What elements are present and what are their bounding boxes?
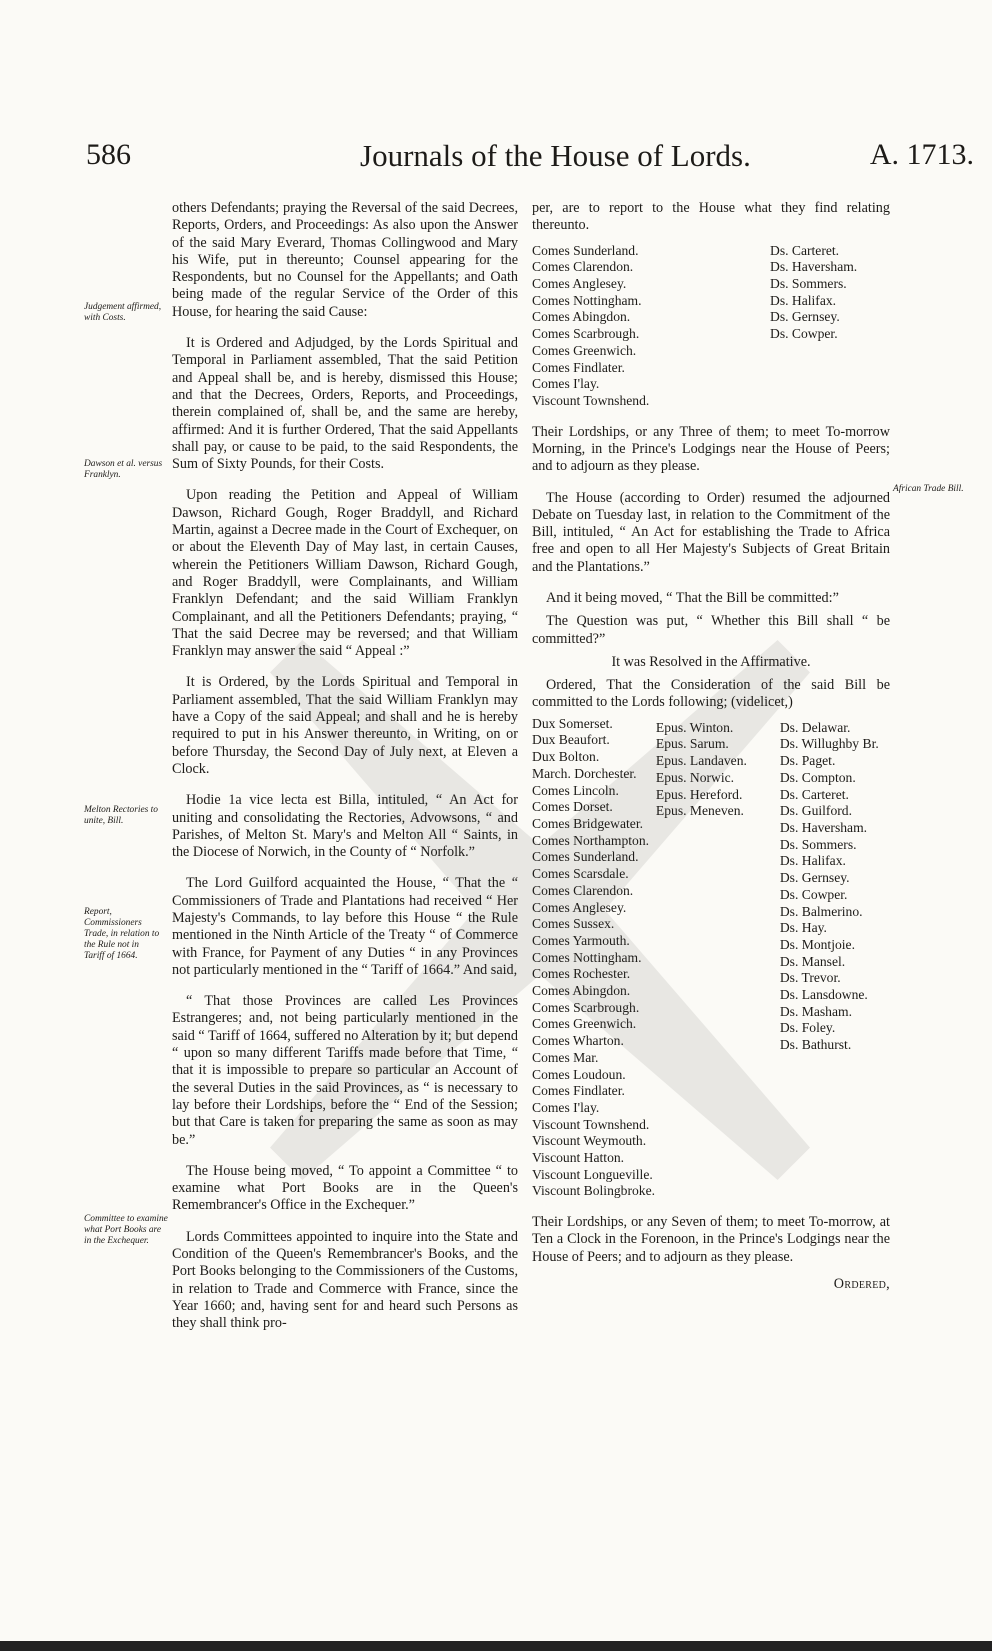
committee-member: Comes Bridgewater. [532, 816, 643, 831]
page-title: Journals of the House of Lords. [360, 138, 751, 173]
committee-member: Ds. Mansel. [779, 953, 846, 969]
committee-member: Comes Findlater. [532, 1083, 625, 1099]
committee-member: Ds. Bathurst. [779, 1037, 852, 1053]
committee-member: Comes Anglesey. [532, 899, 627, 915]
committee-member: Comes Northampton. [532, 832, 650, 848]
left-column [172, 200, 518, 1347]
committee-member: March. Dorchester. [532, 765, 637, 781]
committee-column [770, 243, 890, 410]
committee-member: Ds. Willughby Br. [779, 736, 879, 752]
committee-member: Comes Abingdon. [532, 983, 631, 999]
committee-member: Ds. Lansdowne. [779, 987, 868, 1003]
committee-member: Comes I'lay. [532, 1099, 600, 1115]
margin-note-committee: Committee to examine what Port Books are in the Exchequer. [84, 1214, 168, 1246]
committee-member: Ds. Cowper. [779, 886, 848, 902]
committee-member: Ds. Compton. [779, 769, 856, 785]
paragraph: It is Ordered and Adjudged, by the Lords Spiritual and Temporal in Parliament assembled, That the said Petition and Appeal shall be, and is hereby, dismissed this House; and that the Decrees, Orders, Reports, and Proceedings, therein complained of, shall be, and the same are hereby, affirmed: And it is further Ordered, That the said Appellants shall pay, or cause to be paid, to the said Respondents, the Sum of Sixty Pounds, for their Costs. [172, 335, 518, 473]
committee-member: Comes Rochester. [532, 966, 631, 982]
paragraph: And it being moved, “ That the Bill be committed:” [546, 590, 839, 606]
paragraph: Ordered, That the Consideration of the said Bill be committed to the Lords following; (videlicet,) [532, 677, 890, 711]
catchword: Ordered, [833, 1276, 890, 1293]
paragraph: The House (according to Order) resumed the adjourned Debate on Tuesday last, in relation to the Commitment of the Bill, intituled, “ An Act for establishing the Trade to Africa free and open to all Her Majesty's Subjects of Great Britain and the Plantations.” [532, 489, 890, 575]
paragraph: others Defendants; praying the Reversal of the said Decrees, Reports, Orders, and Proceedings: As also upon the Answer of the said Mary Everard, Thomas Collingwood and Mary his Wife, put in thereunto; Counsel appearing for the Respondents, but no Counsel for the Appellants; and Oath being made of the regular Service of the Order of this House, for hearing the said Cause: [172, 200, 518, 320]
committee-column [532, 243, 770, 410]
committee-member: Comes Nottingham. [532, 292, 642, 308]
committee-member: Ds. Halifax. [770, 292, 837, 308]
committee-member: Ds. Guilford. [779, 803, 852, 819]
committee-member: Ds. Sommers. [779, 836, 857, 852]
committee-member: Comes Sussex. [532, 916, 615, 932]
committee-column [532, 716, 656, 1200]
committee-member: Ds. Sommers. [770, 276, 847, 291]
margin-note-report: Report, Commissioners Trade, in relation to the Rule not in Tariff of 1664. [84, 907, 160, 961]
margin-note-dawson: Dawson et al. versus Franklyn. [84, 459, 163, 480]
committee-member: Viscount Townshend. [532, 1116, 650, 1132]
committee-member: Ds. Gernsey. [779, 870, 850, 886]
committee-member: Epus. Sarum. [655, 736, 729, 752]
committee-member: Ds. Montjoie. [779, 936, 855, 952]
committee-member: Ds. Masham. [779, 1003, 852, 1019]
paragraph: The Lord Guilford acquainted the House, “ That the “ Commissioners of Trade and Plantations had received “ Her Majesty's Commands, to lay before this House “ the Rule mentioned in the Ninth Article of the Treaty “ of Commerce with France, for Payment of any Duties “ in any Provinces not particularly mentioned in the “ Tariff of 1664.” And said, [172, 875, 518, 978]
page-year: A. 1713. [869, 138, 974, 171]
committee-member: Ds. Haversham. [779, 820, 868, 835]
committee-list-2 [532, 716, 890, 1200]
committee-member: Dux Somerset. [532, 715, 613, 731]
committee-member: Ds. Halifax. [779, 853, 846, 869]
committee-member: Comes Abingdon. [532, 309, 631, 325]
committee-column [656, 716, 780, 1200]
committee-member: Comes Loudoun. [532, 1066, 626, 1082]
committee-member: Comes Sunderland. [532, 849, 639, 865]
committee-member: Epus. Landaven. [655, 753, 747, 769]
committee-list-1 [532, 243, 890, 410]
committee-member: Epus. Meneven. [655, 803, 744, 819]
committee-member: Comes Scarsdale. [532, 866, 629, 882]
committee-member: Comes Sunderland. [532, 242, 639, 258]
margin-note-judgement: Judgement affirmed, with Costs. [84, 302, 162, 323]
paragraph: It is Ordered, by the Lords Spiritual and Temporal in Parliament assembled, That the said William Franklyn may have a Copy of the said Appeal; and shall and he is hereby required to put in his Answer thereunto, in Writing, on or before Thursday, the Second Day of July next, at Eleven a Clock. [172, 674, 518, 777]
committee-member: Ds. Trevor. [779, 970, 841, 986]
committee-member: Ds. Hay. [779, 920, 827, 936]
committee-member: Comes Lincoln. [532, 782, 619, 798]
right-column [532, 200, 890, 1293]
committee-member: Comes I'lay. [532, 376, 600, 392]
committee-member: Comes Anglesey. [532, 276, 627, 291]
committee-member: Ds. Cowper. [770, 326, 838, 342]
committee-member: Epus. Norwic. [655, 769, 735, 785]
committee-member: Ds. Paget. [779, 753, 836, 769]
committee-member: Comes Clarendon. [532, 882, 634, 898]
committee-member: Viscount Weymouth. [532, 1133, 647, 1149]
paragraph: The Question was put, “ Whether this Bill shall “ be committed?” [532, 613, 890, 647]
committee-member: Viscount Bolingbroke. [532, 1183, 656, 1199]
committee-member: Comes Nottingham. [532, 949, 642, 965]
margin-note-african-trade: African Trade Bill. [893, 484, 964, 494]
committee-member: Ds. Balmerino. [779, 903, 863, 919]
committee-member: Comes Greenwich. [532, 342, 637, 358]
bottom-border [0, 1641, 992, 1651]
committee-member: Comes Clarendon. [532, 259, 634, 275]
committee-member: Ds. Delawar. [779, 719, 851, 735]
paragraph: Hodie 1a vice lecta est Billa, intituled, “ An Act for uniting and consolidating the Rectories, Advowsons, “ and Parishes, of Melton St. Mary's and Melton All “ Saints, in the Diocese of Norwich, in the County of “ Norfolk.” [172, 792, 518, 861]
committee-member: Epus. Winton. [655, 719, 734, 735]
paragraph: Lords Committees appointed to inquire into the State and Condition of the Queen's Remembrancer's Books, and the Port Books belonging to the Commissioners of the Customs, in relation to Trade and Commerce with France, since the Year 1660; and, having sent for and heard such Persons as they shall think pro- [172, 1228, 518, 1332]
committee-member: Comes Findlater. [532, 359, 625, 375]
committee-member: Dux Beaufort. [532, 732, 610, 748]
margin-note-melton: Melton Rectories to unite, Bill. [84, 805, 158, 826]
paragraph: Their Lordships, or any Seven of them; to meet To-morrow, at Ten a Clock in the Forenoon, in the Prince's Lodgings near the House of Peers; and to adjourn as they please. [532, 1214, 890, 1265]
committee-member: Dux Bolton. [532, 749, 600, 765]
paragraph: Upon reading the Petition and Appeal of William Dawson, Richard Gough, Roger Braddyll, and Richard Martin, against a Decree made in the Court of Exchequer, on or about the Eleventh Day of May last, in certain Causes, wherein the Petitioners William Dawson, Richard Gough, and Roger Braddyll, were Complainants, and William Franklyn Defendant; and the said William Franklyn Complainant, and all the Petitioners Defendants; praying, “ That the said Decree may be reversed; and that William Franklyn may answer the said “ Appeal :” [172, 487, 518, 660]
paragraph: The House being moved, “ To appoint a Committee “ to examine what Port Books are in the Queen's Remembrancer's Office in the Exchequer.” [172, 1162, 518, 1214]
committee-member: Viscount Hatton. [532, 1150, 625, 1166]
committee-member: Viscount Townshend. [532, 392, 650, 408]
committee-member: Comes Scarbrough. [532, 999, 640, 1015]
committee-member: Comes Dorset. [532, 799, 613, 815]
paragraph: It was Resolved in the Affirmative. [611, 653, 811, 670]
committee-member: Ds. Foley. [779, 1020, 836, 1036]
page-header [86, 138, 976, 184]
committee-member: Epus. Hereford. [655, 786, 743, 802]
committee-member: Comes Mar. [532, 1049, 599, 1065]
committee-member: Viscount Longueville. [532, 1166, 653, 1182]
committee-member: Ds. Carteret. [770, 242, 840, 258]
committee-member: Ds. Gernsey. [770, 309, 840, 325]
paragraph: per, are to report to the House what they find relating thereunto. [532, 200, 890, 234]
paragraph: “ That those Provinces are called Les Provinces Estrangeres; and, not being particularly mentioned in the said “ Tariff of 1664, suffered no Alteration by it; but depend “ upon so many different Tariffs made before that Time, “ that it is impossible to prepare so particular an Account of the several Duties in the said Provinces, as “ is necessary to lay before their Lordships, before the “ End of the Session; but that Care is taken for preparing the same as soon as may be.” [172, 993, 518, 1148]
committee-member: Comes Yarmouth. [532, 932, 630, 948]
committee-member: Comes Wharton. [532, 1033, 624, 1049]
paragraph: Their Lordships, or any Three of them; to meet To-morrow Morning, in the Prince's Lodgings near the House of Peers; and to adjourn as they please. [532, 423, 890, 475]
committee-column [780, 716, 890, 1200]
committee-member: Comes Scarbrough. [532, 326, 640, 342]
page-number: 586 [86, 138, 131, 171]
committee-member: Comes Greenwich. [532, 1016, 637, 1032]
committee-member: Ds. Haversham. [770, 259, 858, 275]
committee-member: Ds. Carteret. [779, 786, 849, 802]
